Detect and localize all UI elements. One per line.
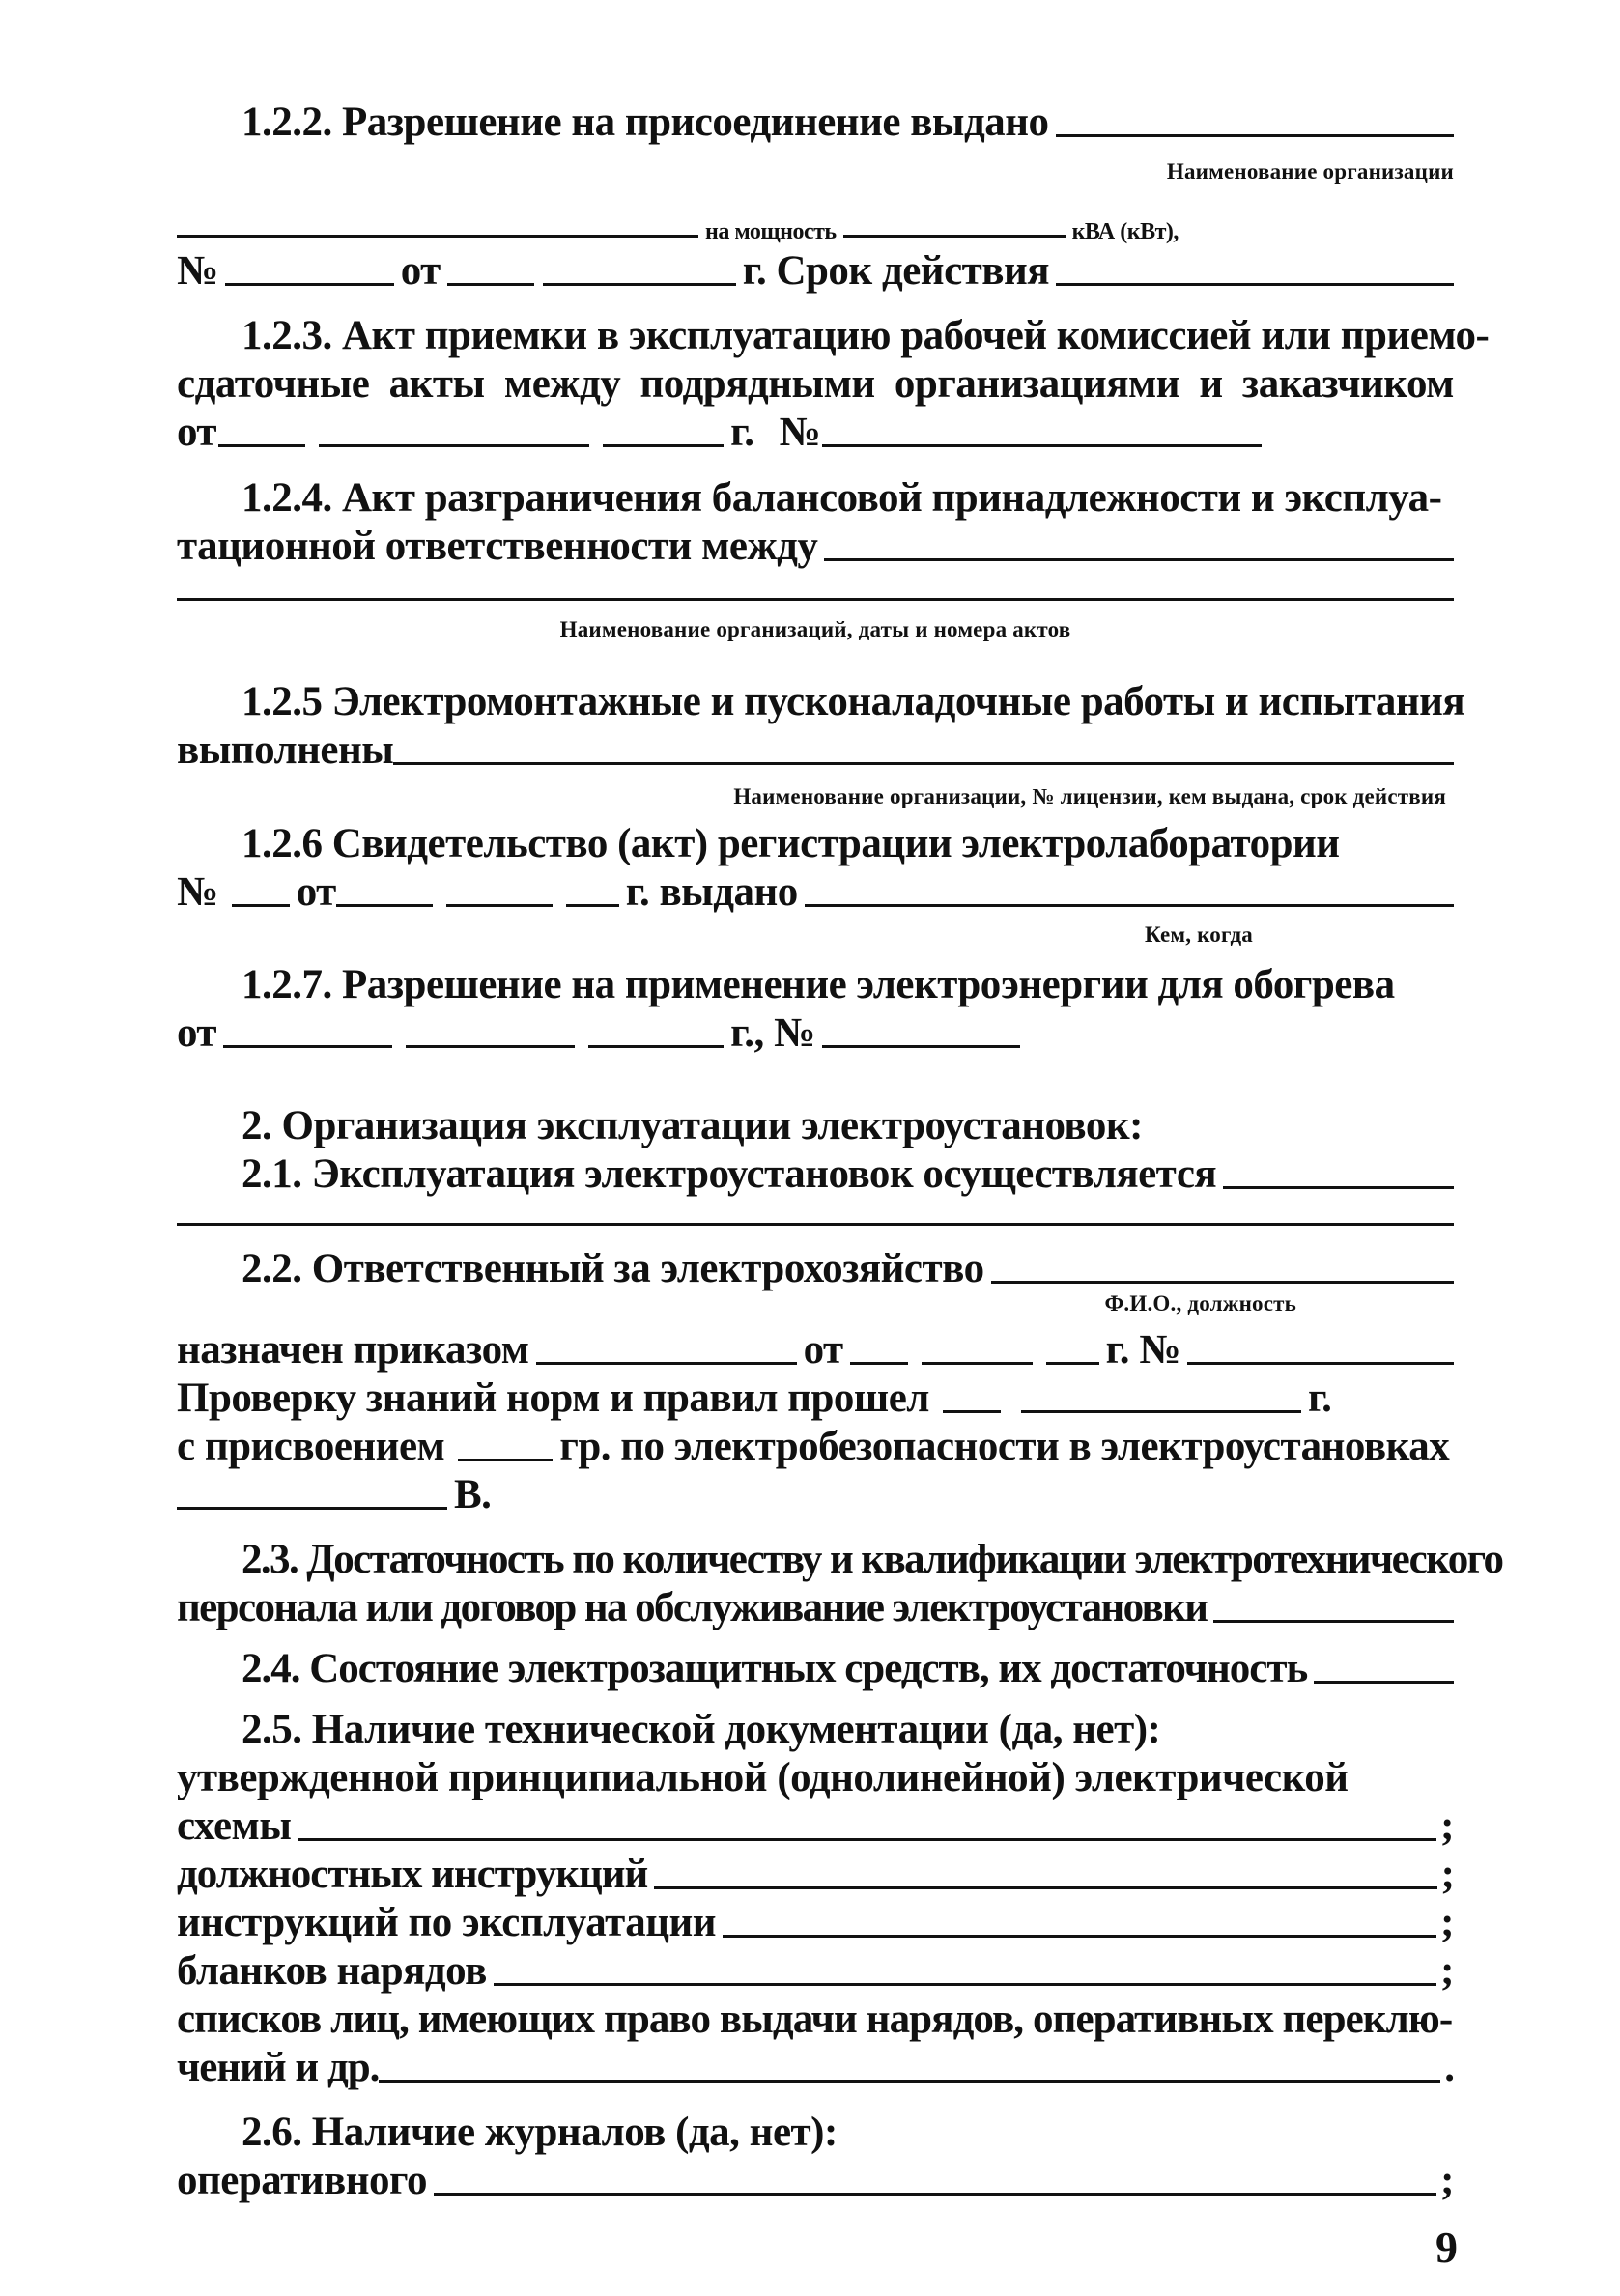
responsible-person-blank[interactable] [991, 1281, 1454, 1284]
certificate-year-blank[interactable] [566, 904, 619, 907]
semicolon: ; [1440, 1948, 1454, 1994]
contractor-blank[interactable] [393, 762, 1454, 765]
date-day-blank[interactable] [447, 283, 534, 286]
section-2-4-label: 2.4. Состояние электрозащитных средств, их достаточность [242, 1646, 1308, 1691]
operation-blank[interactable] [1223, 1186, 1454, 1189]
switching-line [177, 2034, 1454, 2088]
certificate-line [177, 859, 1454, 913]
section-2-heading: 2. Организация эксплуатации электроустановок: [242, 1103, 1143, 1148]
order-line [177, 1317, 1454, 1371]
section-1-2-4-line-2 [177, 513, 1454, 567]
issued-by-blank[interactable] [805, 904, 1454, 907]
act-date-line [177, 399, 1454, 453]
section-1-2-3-line-2 [177, 351, 1454, 405]
semicolon: ; [1440, 2158, 1454, 2203]
semicolon: ; [1440, 1803, 1454, 1849]
date-from-label: от [177, 410, 217, 455]
caption-issued-by: Кем, когда [1144, 922, 1253, 947]
switching-blank[interactable] [379, 2080, 1440, 2083]
section-2-1-line [242, 1141, 1454, 1195]
validity-blank[interactable] [1056, 283, 1454, 286]
section-2-line [242, 1092, 1454, 1147]
operation-blank-full[interactable] [177, 1223, 1454, 1226]
word: заказчиком [1241, 361, 1454, 407]
heating-year-blank[interactable] [588, 1045, 724, 1048]
job-instructions-label: должностных инструкций [177, 1852, 648, 1897]
protective-means-blank[interactable] [1314, 1681, 1454, 1684]
section-1-2-5-line [242, 668, 1465, 724]
date-from-label: от [177, 1010, 217, 1056]
act-month-blank[interactable] [319, 444, 589, 447]
power-label: на мощность [705, 219, 837, 244]
section-2-2-label: 2.2. Ответственный за электрохозяйство [242, 1246, 984, 1291]
semicolon: ; [1440, 1852, 1454, 1897]
switching-label: чений и др. [177, 2045, 380, 2090]
knowledge-check-label: Проверку знаний норм и правил прошел [177, 1375, 929, 1421]
personnel-blank[interactable] [1213, 1620, 1454, 1623]
section-1-2-6-line [242, 810, 1454, 865]
section-2-1-label: 2.1. Эксплуатация электроустановок осуществляется [242, 1151, 1217, 1197]
section-1-2-4-line [242, 465, 1454, 519]
section-2-3-line-2 [177, 1574, 1454, 1629]
period: . [1444, 2045, 1454, 2090]
voltage-blank[interactable] [177, 1507, 447, 1510]
word: подрядными [639, 361, 875, 407]
section-1-2-3-label: 1.2.3. Акт приемки в эксплуатацию рабочей комиссией или приемо- [242, 313, 1490, 358]
section-2-6-line [242, 2099, 1454, 2153]
work-orders-label: бланков нарядов [177, 1948, 487, 1994]
caption-organizations-acts: Наименование организаций, даты и номера актов [559, 617, 1071, 641]
semicolon: ; [1440, 1900, 1454, 1945]
power-line [177, 189, 1454, 243]
issued-label: г. выдано [625, 869, 798, 915]
word: между [503, 361, 621, 407]
section-1-2-7-label: 1.2.7. Разрешение на применение электроэнергии для обогрева [242, 962, 1395, 1007]
section-1-2-2-label: 1.2.2. Разрешение на присоединение выдано [242, 99, 1049, 145]
section-2-3-label: 2.3. Достаточность по количеству и квалификации электротехнического [242, 1537, 1503, 1582]
operating-instructions-line [177, 1889, 1454, 1943]
between-label: тационной ответственности между [177, 524, 818, 569]
personnel-label: персонала или договор на обслуживание электроустановки [177, 1585, 1208, 1630]
heating-month-blank[interactable] [406, 1045, 575, 1048]
assigned-label: с присвоением [177, 1424, 445, 1469]
year-label: г. [1307, 1375, 1332, 1421]
date-from-label: от [400, 248, 441, 294]
heating-number-blank[interactable] [822, 1045, 1020, 1048]
number-label: № [177, 248, 218, 294]
date-from-label: от [296, 869, 336, 915]
number-label: № [779, 410, 821, 455]
schema-line-2 [177, 1793, 1454, 1847]
section-2-5-line [242, 1696, 1454, 1750]
parties-blank[interactable] [824, 558, 1454, 561]
year-number-label: г. № [1105, 1327, 1181, 1373]
section-1-2-7-line [242, 951, 1454, 1006]
job-instructions-line [177, 1841, 1454, 1895]
safety-group-line [177, 1413, 1454, 1467]
page-number: 9 [1435, 2223, 1458, 2272]
year-label: г. [730, 410, 754, 455]
act-number-blank[interactable] [822, 444, 1262, 447]
date-from-label: от [803, 1327, 843, 1373]
scheme-label: схемы [177, 1803, 292, 1849]
operating-instructions-label: инструкций по эксплуатации [177, 1900, 717, 1945]
heating-day-blank[interactable] [223, 1045, 392, 1048]
date-month-blank[interactable] [543, 283, 736, 286]
section-1-2-5-label: 1.2.5 Электромонтажные и пусконаладочные работы и испытания [242, 679, 1465, 724]
section-2-4-line [242, 1635, 1454, 1689]
authorized-list-label: списков лиц, имеющих право выдачи нарядов, оперативных переклю- [177, 1997, 1453, 2042]
section-1-2-5-line-2 [177, 717, 1454, 771]
number-label: № [177, 869, 218, 915]
certificate-month-blank[interactable] [446, 904, 553, 907]
power-unit-label: кВА (кВт), [1071, 219, 1179, 244]
operational-log-line [177, 2147, 1454, 2201]
section-1-2-3-line [242, 302, 1490, 358]
performed-label: выполнены [177, 727, 394, 773]
safety-group-label: гр. по электробезопасности в электроустановках [559, 1424, 1450, 1469]
word: акты [388, 361, 485, 407]
operational-log-blank[interactable] [434, 2193, 1436, 2196]
section-2-2-line [242, 1235, 1454, 1290]
caption-organization-name: Наименование организации [1166, 159, 1454, 184]
word: и [1199, 361, 1223, 407]
permit-number-blank[interactable] [225, 283, 394, 286]
permit-number-line [177, 238, 1454, 292]
knowledge-check-line [177, 1365, 1454, 1419]
parties-blank-full[interactable] [177, 598, 1454, 601]
year-number-label: г., № [730, 1010, 815, 1056]
organization-blank[interactable] [1056, 134, 1454, 137]
word: сдаточные [177, 361, 370, 407]
volt-label: В. [454, 1472, 492, 1517]
section-1-2-2-line [242, 89, 1454, 143]
section-2-3-line [242, 1526, 1503, 1582]
heating-permit-line [177, 1000, 1454, 1054]
section-1-2-6-label: 1.2.6 Свидетельство (акт) регистрации электролаборатории [242, 821, 1340, 866]
work-orders-line [177, 1938, 1454, 1992]
validity-label: г. Срок действия [742, 248, 1050, 294]
certificate-day-blank[interactable] [336, 904, 433, 907]
section-1-2-4-label: 1.2.4. Акт разграничения балансовой принадлежности и эксплуа- [242, 475, 1442, 521]
voltage-line [177, 1461, 1454, 1516]
word: организациями [894, 361, 1180, 407]
schema-line-1 [177, 1744, 1454, 1799]
act-day-blank[interactable] [218, 444, 305, 447]
authorized-list-line [177, 1986, 1454, 2040]
operational-log-label: оперативного [177, 2158, 428, 2203]
section-2-6-label: 2.6. Наличие журналов (да, нет): [242, 2110, 838, 2155]
section-2-5-label: 2.5. Наличие технической документации (да, нет): [242, 1707, 1161, 1752]
schema-label: утвержденной принципиальной (однолинейной) электрической [177, 1755, 1349, 1800]
act-year-blank[interactable] [603, 444, 724, 447]
caption-full-name-position: Ф.И.О., должность [1104, 1291, 1296, 1316]
caption-contractor: Наименование организации, № лицензии, кем выдана, срок действия [733, 784, 1446, 808]
appointed-label: назначен приказом [177, 1327, 529, 1373]
certificate-number-blank[interactable] [232, 904, 290, 907]
